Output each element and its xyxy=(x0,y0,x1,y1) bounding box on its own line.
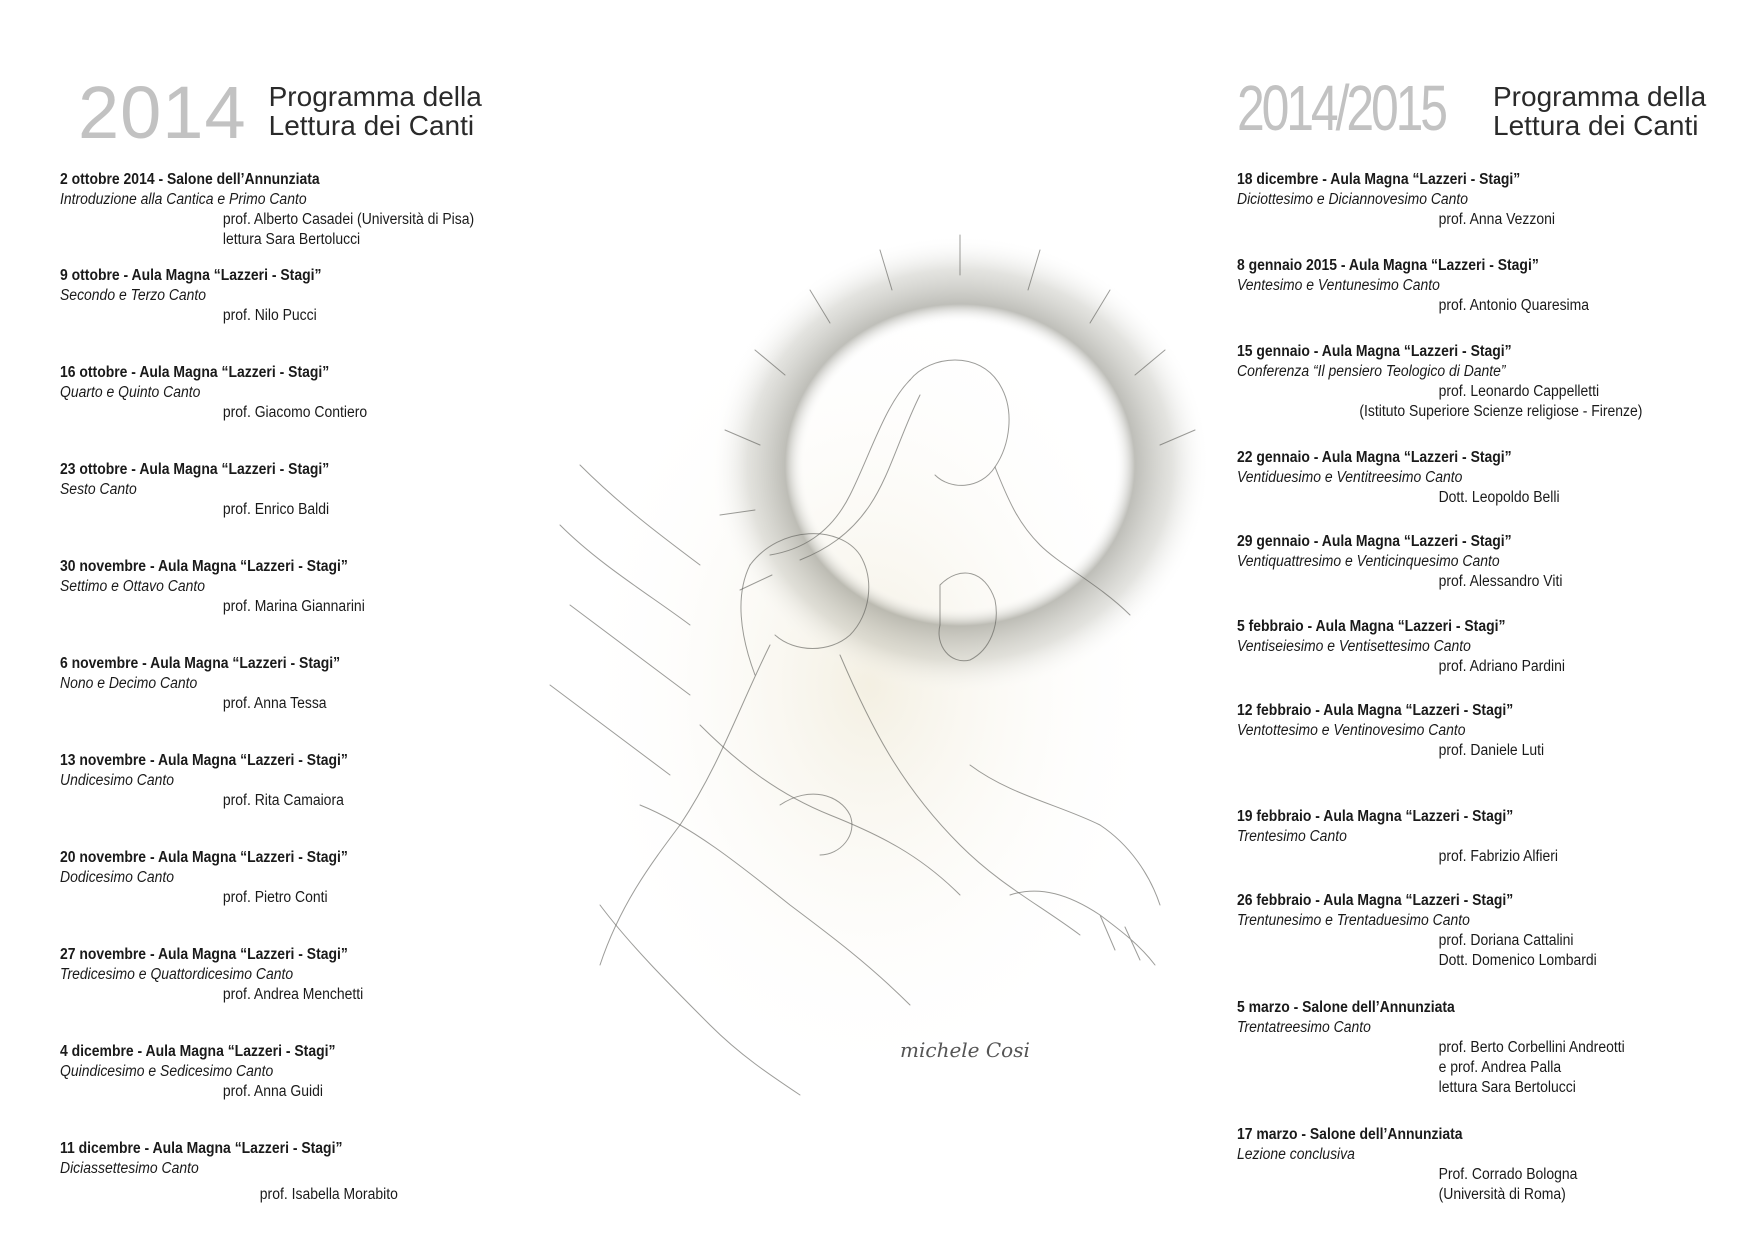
schedule-entry xyxy=(60,557,580,617)
entry-heading: 6 novembre - Aula Magna “Lazzeri - Stagi” xyxy=(60,655,341,672)
left-header-title-line1: Programma della xyxy=(268,81,482,112)
entry-heading: 9 ottobre - Aula Magna “Lazzeri - Stagi” xyxy=(60,267,322,284)
schedule-entry xyxy=(60,751,580,811)
entry-speaker: prof. Enrico Baldi xyxy=(222,501,330,518)
schedule-entry xyxy=(1237,807,1737,867)
entry-heading: 12 febbraio - Aula Magna “Lazzeri - Stagi” xyxy=(1237,702,1514,719)
schedule-entry xyxy=(1237,1125,1737,1205)
entry-heading: 18 dicembre - Aula Magna “Lazzeri - Stagi” xyxy=(1237,171,1521,188)
entry-heading: 23 ottobre - Aula Magna “Lazzeri - Stagi” xyxy=(60,461,330,478)
entry-speaker: prof. Alberto Casadei (Università di Pisa) xyxy=(222,211,475,228)
schedule-entry xyxy=(1237,998,1737,1098)
entry-speaker: prof. Alessandro Viti xyxy=(1438,573,1563,590)
entry-heading: 5 marzo - Salone dell’Annunziata xyxy=(1237,999,1455,1016)
entry-subtitle: Quarto e Quinto Canto xyxy=(60,384,201,401)
left-header xyxy=(78,71,482,154)
entry-speaker: prof. Anna Vezzoni xyxy=(1438,211,1555,228)
entry-subtitle: Trentunesimo e Trentaduesimo Canto xyxy=(1237,912,1470,929)
entry-speaker: prof. Leonardo Cappelletti xyxy=(1438,383,1600,400)
entry-speaker: prof. Antonio Quaresima xyxy=(1438,297,1590,314)
entry-heading: 19 febbraio - Aula Magna “Lazzeri - Stagi” xyxy=(1237,808,1514,825)
entry-heading: 5 febbraio - Aula Magna “Lazzeri - Stagi” xyxy=(1237,618,1506,635)
entry-speaker: prof. Nilo Pucci xyxy=(222,307,317,324)
schedule-entry xyxy=(60,945,580,1005)
schedule-entry xyxy=(1237,342,1737,422)
schedule-entry xyxy=(1237,170,1737,230)
entry-subtitle: Trentesimo Canto xyxy=(1237,828,1347,845)
entry-speaker: prof. Daniele Luti xyxy=(1438,742,1545,759)
entry-speaker: Dott. Domenico Lombardi xyxy=(1438,952,1597,969)
pencil-sketch-illustration xyxy=(540,205,1210,1155)
schedule-entry xyxy=(60,266,580,326)
entry-subtitle: Conferenza “Il pensiero Teologico di Dante” xyxy=(1237,363,1506,380)
entry-speaker: prof. Fabrizio Alfieri xyxy=(1438,848,1559,865)
entry-speaker: prof. Pietro Conti xyxy=(222,889,328,906)
entry-subtitle: Sesto Canto xyxy=(60,481,137,498)
schedule-entry xyxy=(1237,891,1737,971)
schedule-entry xyxy=(1237,256,1737,316)
entry-speaker: Prof. Corrado Bologna xyxy=(1438,1166,1578,1183)
schedule-entry xyxy=(60,363,580,423)
entry-speaker: lettura Sara Bertolucci xyxy=(222,231,361,248)
entry-heading: 17 marzo - Salone dell’Annunziata xyxy=(1237,1126,1463,1143)
entry-speaker: lettura Sara Bertolucci xyxy=(1438,1079,1576,1096)
entry-subtitle: Diciassettesimo Canto xyxy=(60,1160,199,1177)
entry-speaker: prof. Doriana Cattalini xyxy=(1438,932,1574,949)
left-header-title-line2: Lettura dei Canti xyxy=(268,110,475,141)
entry-speaker: prof. Anna Tessa xyxy=(222,695,327,712)
entry-heading: 13 novembre - Aula Magna “Lazzeri - Stagi” xyxy=(60,752,348,769)
entry-speaker: e prof. Andrea Palla xyxy=(1438,1059,1562,1076)
right-header xyxy=(1237,72,1707,144)
entry-speaker: prof. Berto Corbellini Andreotti xyxy=(1438,1039,1625,1056)
entry-subtitle: Trentatreesimo Canto xyxy=(1237,1019,1371,1036)
entry-subtitle: Ventiseiesimo e Ventisettesimo Canto xyxy=(1237,638,1471,655)
entry-heading: 22 gennaio - Aula Magna “Lazzeri - Stagi” xyxy=(1237,449,1512,466)
right-header-title-line1: Programma della xyxy=(1493,81,1707,112)
schedule-entry xyxy=(1237,617,1737,677)
entry-speaker: (Università di Roma) xyxy=(1438,1186,1566,1203)
entry-heading: 30 novembre - Aula Magna “Lazzeri - Stagi” xyxy=(60,558,348,575)
schedule-entry xyxy=(60,848,580,908)
entry-subtitle: Lezione conclusiva xyxy=(1237,1146,1355,1163)
schedule-entry xyxy=(60,654,580,714)
left-header-title xyxy=(269,82,482,140)
entry-speaker: prof. Giacomo Contiero xyxy=(222,404,368,421)
entry-speaker: prof. Adriano Pardini xyxy=(1438,658,1566,675)
right-header-title xyxy=(1493,82,1706,140)
entry-heading: 11 dicembre - Aula Magna “Lazzeri - Stagi” xyxy=(60,1140,343,1157)
entry-speaker: prof. Anna Guidi xyxy=(222,1083,323,1100)
entry-heading: 26 febbraio - Aula Magna “Lazzeri - Stagi” xyxy=(1237,892,1514,909)
right-header-title-line2: Lettura dei Canti xyxy=(1493,110,1699,141)
entry-speaker: prof. Andrea Menchetti xyxy=(222,986,364,1003)
entry-heading: 27 novembre - Aula Magna “Lazzeri - Stagi” xyxy=(60,946,348,963)
entry-subtitle: Secondo e Terzo Canto xyxy=(60,287,207,304)
left-header-year: 2014 xyxy=(78,71,247,154)
entry-heading: 29 gennaio - Aula Magna “Lazzeri - Stagi” xyxy=(1237,533,1512,550)
entry-subtitle: Nono e Decimo Canto xyxy=(60,675,198,692)
entry-heading: 4 dicembre - Aula Magna “Lazzeri - Stagi” xyxy=(60,1043,336,1060)
entry-heading: 15 gennaio - Aula Magna “Lazzeri - Stagi” xyxy=(1237,343,1512,360)
entry-speaker: prof. Rita Camaiora xyxy=(222,792,344,809)
entry-subtitle: Quindicesimo e Sedicesimo Canto xyxy=(60,1063,274,1080)
entry-subtitle: Ventiquattresimo e Venticinquesimo Canto xyxy=(1237,553,1500,570)
entry-speaker: Dott. Leopoldo Belli xyxy=(1438,489,1560,506)
entry-speaker: (Istituto Superiore Scienze religiose - Firenze) xyxy=(1359,403,1643,420)
schedule-entry xyxy=(60,170,580,250)
entry-heading: 8 gennaio 2015 - Aula Magna “Lazzeri - Stagi” xyxy=(1237,257,1539,274)
entry-subtitle: Introduzione alla Cantica e Primo Canto xyxy=(60,191,307,208)
entry-speaker: prof. Marina Giannarini xyxy=(222,598,365,615)
schedule-entry xyxy=(60,460,580,520)
entry-subtitle: Undicesimo Canto xyxy=(60,772,174,789)
schedule-entry xyxy=(60,1139,580,1205)
right-header-year: 2014/2015 xyxy=(1237,72,1445,144)
schedule-entry xyxy=(60,1042,580,1102)
entry-subtitle: Diciottesimo e Diciannovesimo Canto xyxy=(1237,191,1469,208)
entry-heading: 16 ottobre - Aula Magna “Lazzeri - Stagi” xyxy=(60,364,330,381)
artist-signature: michele Cosi xyxy=(900,1038,1030,1062)
entry-heading: 2 ottobre 2014 - Salone dell’Annunziata xyxy=(60,171,320,188)
entry-heading: 20 novembre - Aula Magna “Lazzeri - Stagi” xyxy=(60,849,348,866)
entry-speaker: prof. Isabella Morabito xyxy=(259,1186,398,1203)
schedule-entry xyxy=(1237,701,1737,761)
entry-subtitle: Ventiduesimo e Ventitreesimo Canto xyxy=(1237,469,1463,486)
entry-subtitle: Ventottesimo e Ventinovesimo Canto xyxy=(1237,722,1466,739)
entry-subtitle: Dodicesimo Canto xyxy=(60,869,174,886)
entry-subtitle: Settimo e Ottavo Canto xyxy=(60,578,205,595)
schedule-entry xyxy=(1237,532,1737,592)
schedule-entry xyxy=(1237,448,1737,508)
entry-subtitle: Ventesimo e Ventunesimo Canto xyxy=(1237,277,1440,294)
entry-subtitle: Tredicesimo e Quattordicesimo Canto xyxy=(60,966,294,983)
